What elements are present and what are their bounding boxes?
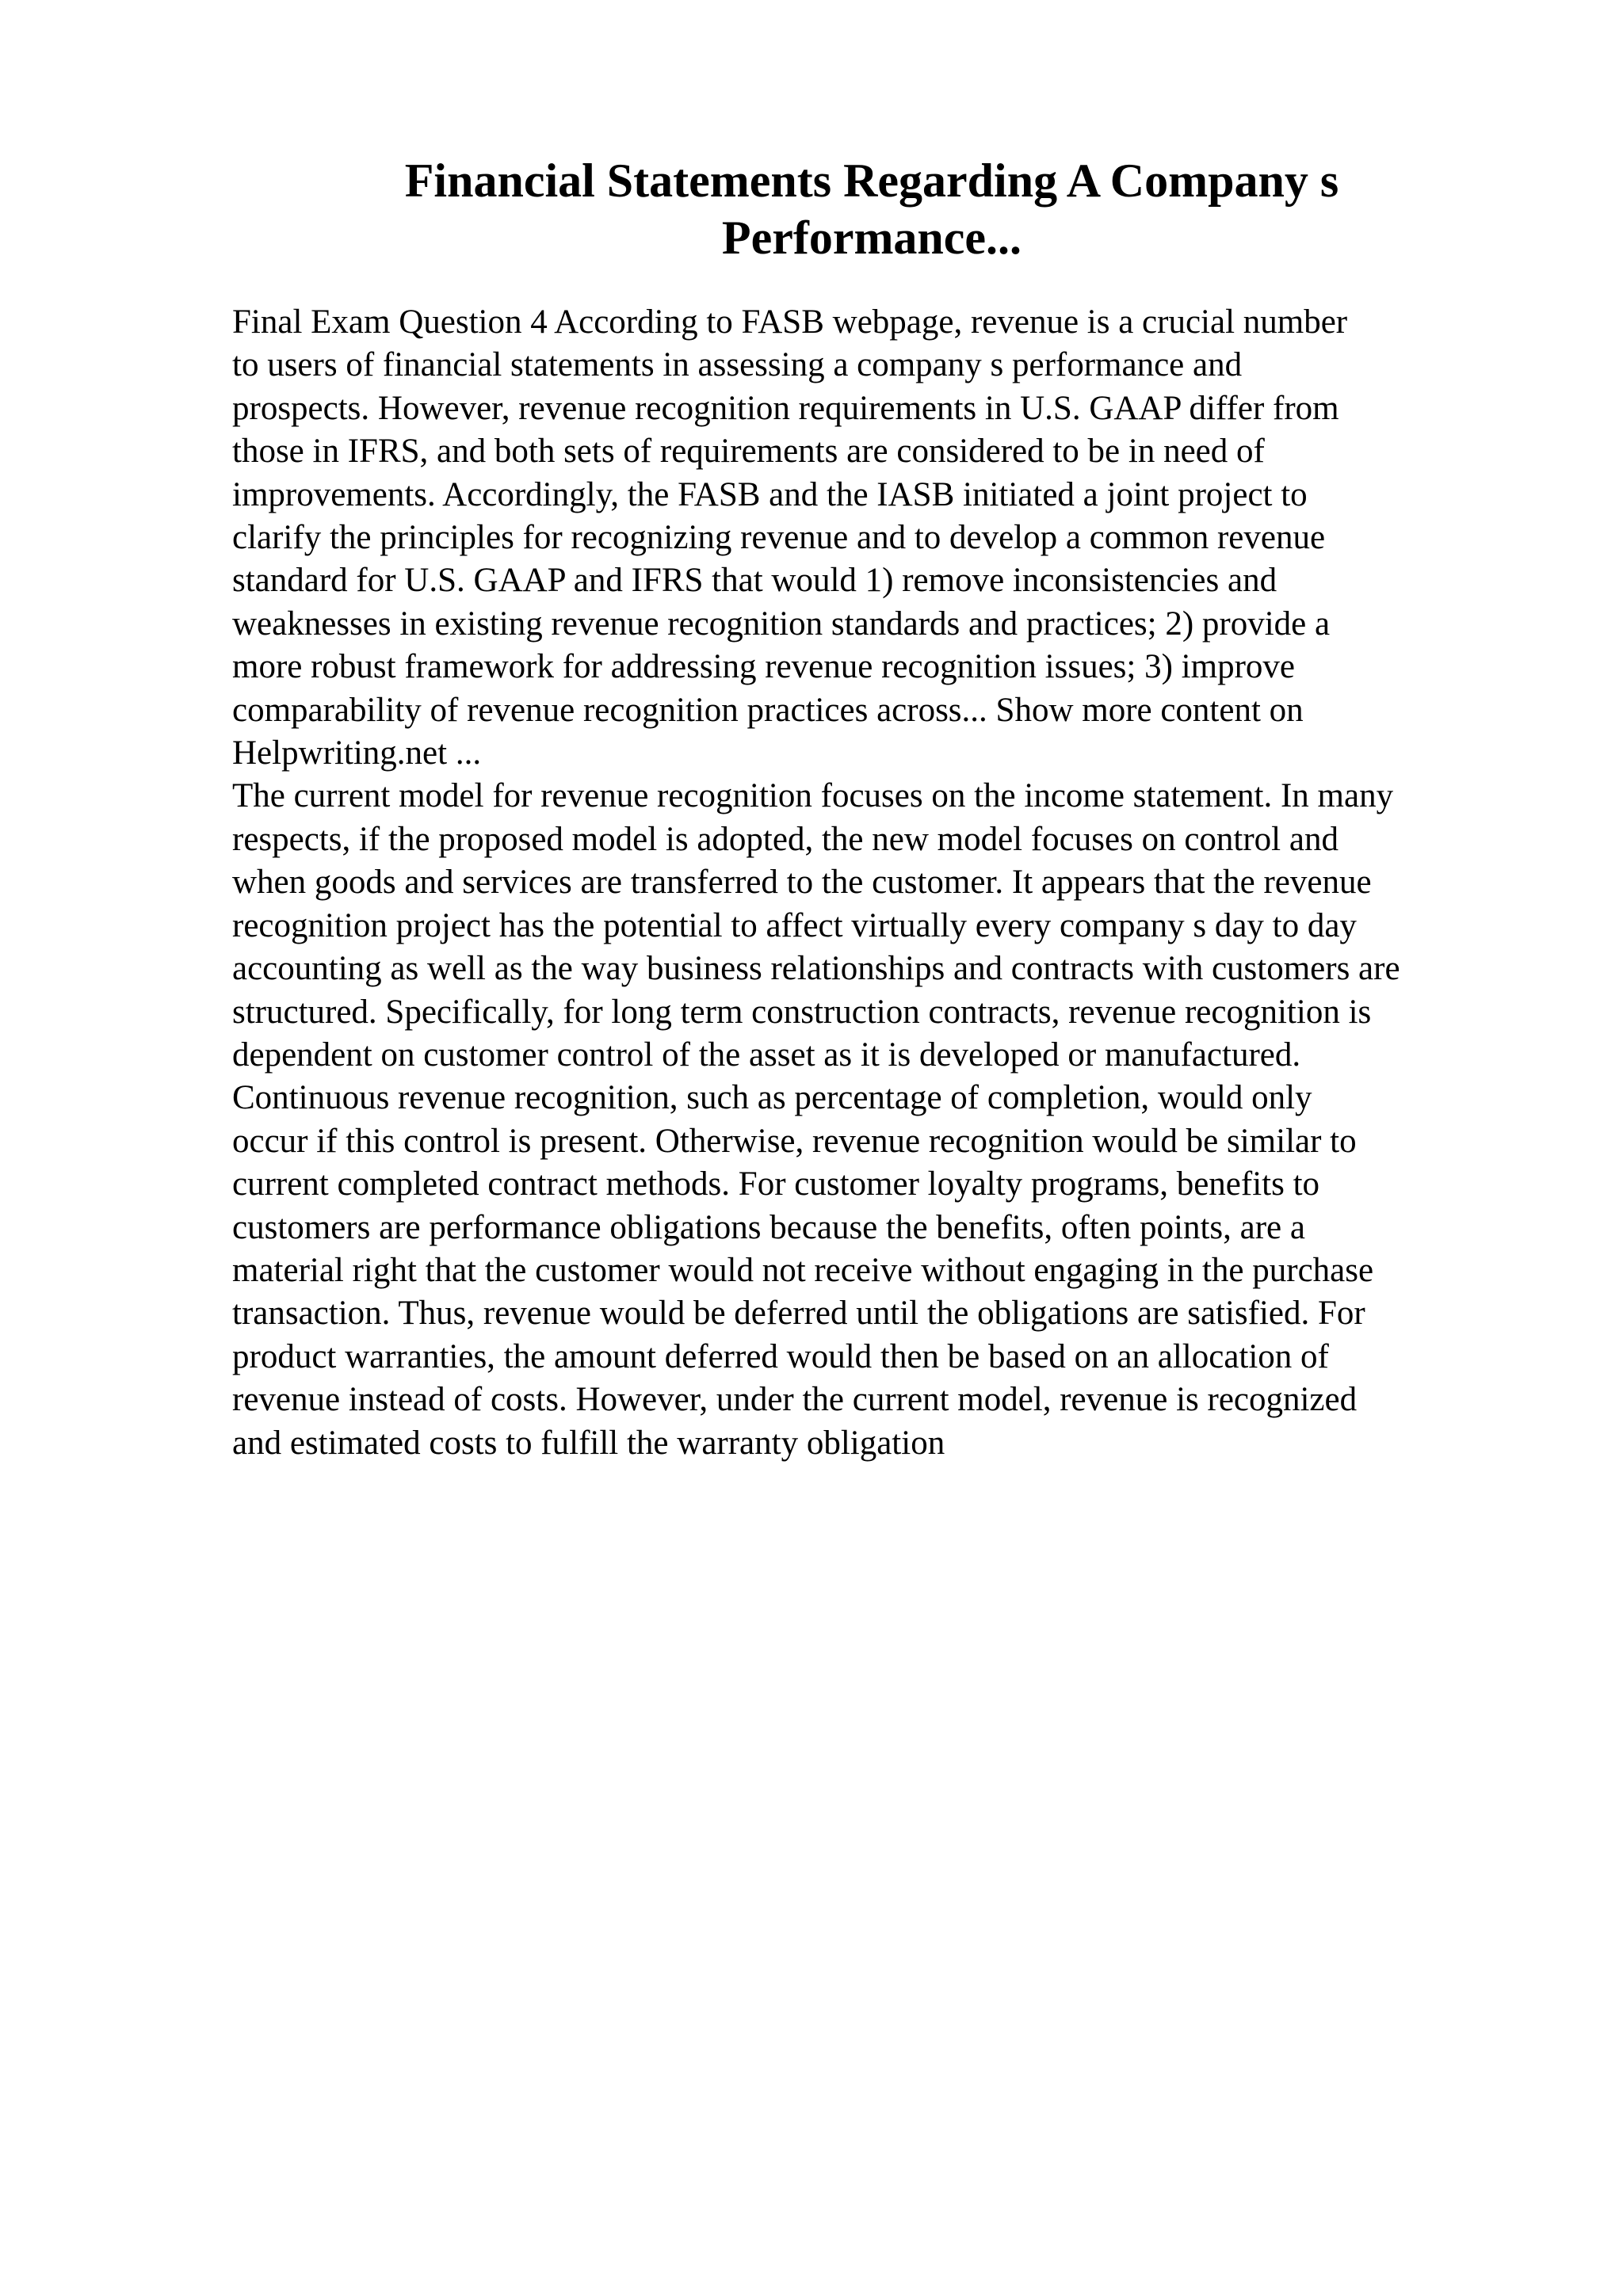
body-line: respects, if the proposed model is adopted, the new model focuses on control and bbox=[232, 820, 1338, 858]
body-line: revenue instead of costs. However, under the current model, revenue is recognized bbox=[232, 1381, 1358, 1419]
title-line: Performance... bbox=[721, 212, 1022, 264]
body-line: customers are performance obligations because the benefits, often points, are a bbox=[232, 1208, 1305, 1246]
body-line: and estimated costs to fulfill the warranty obligation bbox=[232, 1424, 945, 1462]
body-line: accounting as well as the way business relationships and contracts with customers are bbox=[232, 950, 1400, 988]
body-line: when goods and services are transferred to the customer. It appears that the revenue bbox=[232, 864, 1372, 902]
document-body bbox=[232, 301, 1532, 1465]
body-line: dependent on customer control of the asset as it is developed or manufactured. bbox=[232, 1035, 1301, 1074]
body-line: current completed contract methods. For customer loyalty programs, benefits to bbox=[232, 1165, 1320, 1203]
body-line: Continuous revenue recognition, such as percentage of completion, would only bbox=[232, 1079, 1312, 1117]
body-line: recognition project has the potential to affect virtually every company s day to day bbox=[232, 906, 1357, 944]
body-line: product warranties, the amount deferred would then be based on an allocation of bbox=[232, 1337, 1329, 1375]
body-line: to users of financial statements in assessing a company s performance and bbox=[232, 346, 1243, 384]
body-line: Helpwriting.net ... bbox=[232, 734, 482, 772]
body-line: occur if this control is present. Otherwise, revenue recognition would be similar to bbox=[232, 1122, 1357, 1160]
body-line: Final Exam Question 4 According to FASB webpage, revenue is a crucial number bbox=[232, 303, 1348, 341]
body-line: The current model for revenue recognition focuses on the income statement. In many bbox=[232, 777, 1394, 815]
document-title bbox=[222, 152, 1522, 266]
body-line: more robust framework for addressing revenue recognition issues; 3) improve bbox=[232, 648, 1295, 686]
title-line: Financial Statements Regarding A Company s bbox=[404, 154, 1339, 207]
body-line: improvements. Accordingly, the FASB and the IASB initiated a joint project to bbox=[232, 475, 1308, 513]
body-line: clarify the principles for recognizing revenue and to develop a common revenue bbox=[232, 519, 1326, 557]
body-line: weaknesses in existing revenue recognition standards and practices; 2) provide a bbox=[232, 605, 1331, 643]
body-line: transaction. Thus, revenue would be deferred until the obligations are satisfied. For bbox=[232, 1295, 1365, 1333]
body-line: those in IFRS, and both sets of requirements are considered to be in need of bbox=[232, 433, 1265, 471]
body-line: material right that the customer would not receive without engaging in the purchase bbox=[232, 1251, 1374, 1289]
body-line: comparability of revenue recognition practices across... Show more content on bbox=[232, 691, 1304, 729]
body-line: standard for U.S. GAAP and IFRS that would 1) remove inconsistencies and bbox=[232, 562, 1277, 600]
body-line: structured. Specifically, for long term construction contracts, revenue recognition is bbox=[232, 993, 1372, 1031]
body-line: prospects. However, revenue recognition requirements in U.S. GAAP differ from bbox=[232, 389, 1339, 427]
